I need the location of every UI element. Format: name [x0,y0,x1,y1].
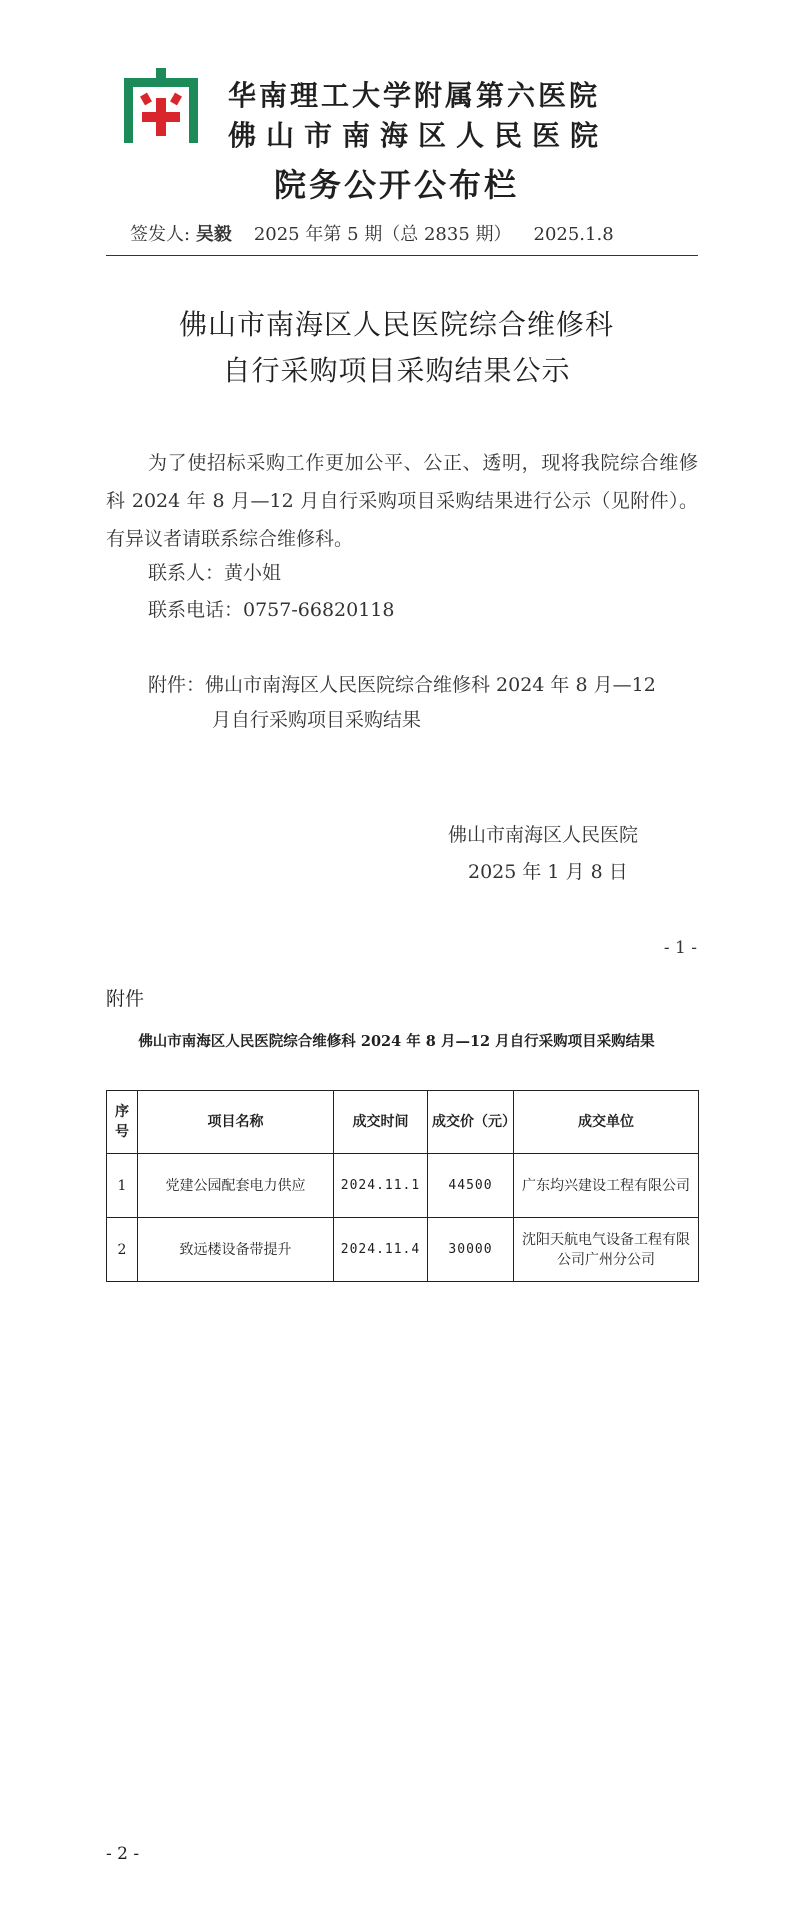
signer-name: 吴毅 [195,224,232,245]
notice-body: 为了使招标采购工作更加公平、公正、透明，现将我院综合维修科 2024 年 8 月—12 月自行采购项目采购结果进行公示（见附件）。有异议者请联系综合维修科。 [106,452,698,550]
contact-person: 联系人：黄小姐 [148,562,282,584]
page-number-1: - 1 - [663,938,697,958]
attachment-title: 佛山市南海区人民医院综合维修科 2024 年 8 月—12 月自行采购项目采购结果 [138,1033,655,1050]
cell-serial: 2 [107,1218,138,1282]
cell-project-name: 党建公园配套电力供应 [138,1154,334,1218]
table-row [107,1154,699,1218]
signature-organization: 佛山市南海区人民医院 [448,824,639,846]
cell-vendor: 沈阳天航电气设备工程有限公司广州分公司 [514,1218,699,1282]
attachment-note-line1: 附件：佛山市南海区人民医院综合维修科 2024 年 8 月—12 [148,674,656,696]
cell-vendor: 广东均兴建设工程有限公司 [514,1154,699,1218]
cell-project-name: 致远楼设备带提升 [138,1218,334,1282]
cell-deal-price: 44500 [428,1154,514,1218]
header-deal-price: 成交价（元） [428,1091,514,1154]
header-serial: 序号 [107,1091,138,1154]
table-header-row [107,1091,699,1154]
header-divider [106,255,698,256]
cell-deal-date: 2024.11.4 [334,1218,428,1282]
cell-serial: 1 [107,1154,138,1218]
board-title: 院务公开公布栏 [273,166,519,204]
signer-label: 签发人: [130,224,191,245]
header-project-name: 项目名称 [138,1091,334,1154]
contact-phone: 联系电话：0757-66820118 [148,599,395,621]
hospital-name-line1: 华南理工大学附属第六医院 [228,79,601,112]
issue-number: 2025 年第 5 期（总 2835 期） [253,224,512,245]
notice-title-line2: 自行采购项目采购结果公示 [222,354,571,387]
hospital-name-line2: 佛山市南海区人民医院 [228,119,609,152]
attachment-note-line2: 月自行采购项目采购结果 [212,709,422,731]
notice-title-line1: 佛山市南海区人民医院综合维修科 [178,308,614,341]
page-number-2: - 2 - [106,1844,140,1864]
header-vendor: 成交单位 [514,1091,699,1154]
issue-line [130,220,614,246]
attachment-label: 附件 [106,988,145,1010]
table-row [107,1218,699,1282]
hospital-nan-logo-icon [122,68,200,146]
procurement-results-table [106,1090,699,1282]
cell-deal-date: 2024.11.1 [334,1154,428,1218]
header-deal-date: 成交时间 [334,1091,428,1154]
issue-date: 2025.1.8 [533,224,614,245]
cell-deal-price: 30000 [428,1218,514,1282]
signature-date: 2025 年 1 月 8 日 [468,861,628,883]
